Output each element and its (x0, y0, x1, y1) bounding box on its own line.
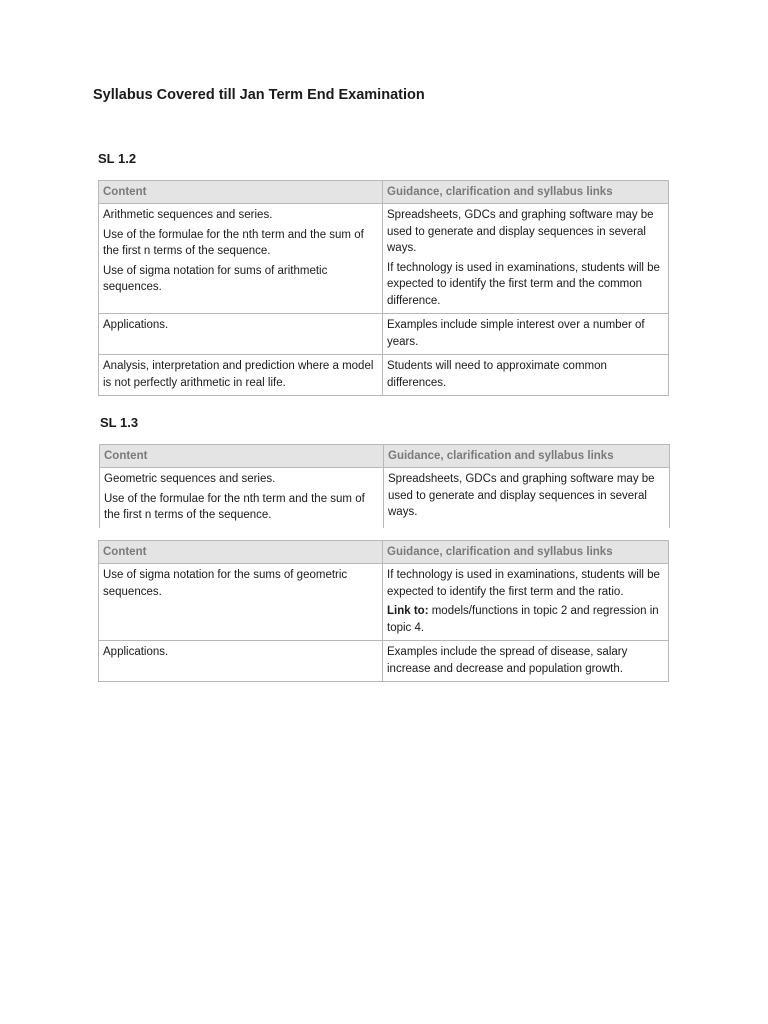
guidance-text: Spreadsheets, GDCs and graphing software may be used to generate and display sequences in several ways. (387, 209, 654, 254)
column-header-content: Content (100, 445, 384, 468)
guidance-link-text (387, 603, 664, 636)
table-row (99, 204, 669, 314)
content-text: Use of sigma notation for the sums of geometric sequences. (103, 569, 348, 598)
table-header-row (100, 445, 670, 468)
content-text: Analysis, interpretation and prediction where a model is not perfectly arithmetic in real life. (103, 360, 374, 389)
table-row (99, 314, 669, 355)
guidance-cell (383, 314, 669, 355)
link-label: Link to: (387, 605, 429, 617)
column-header-guidance: Guidance, clarification and syllabus links (384, 445, 670, 468)
guidance-text: Examples include simple interest over a number of years. (387, 319, 645, 348)
table-row (100, 468, 670, 528)
content-cell (99, 564, 383, 641)
content-text: Applications. (103, 319, 169, 331)
table-header-row (99, 181, 669, 204)
content-cell (99, 204, 383, 314)
guidance-text: Examples include the spread of disease, salary increase and decrease and population growth. (387, 646, 628, 675)
table-row (99, 564, 669, 641)
guidance-text: Spreadsheets, GDCs and graphing software may be used to generate and display sequences in several ways. (388, 473, 655, 518)
content-text: Geometric sequences and series. (104, 473, 276, 485)
link-text: models/functions in topic 2 and regression in topic 4. (387, 605, 659, 634)
content-text: Arithmetic sequences and series. (103, 209, 273, 221)
content-cell (99, 641, 383, 682)
content-text: Use of the formulae for the nth term and the sum of the first n terms of the sequence. (103, 228, 364, 257)
guidance-text: If technology is used in examinations, students will be expected to identify the first term and the common difference. (387, 261, 660, 307)
syllabus-table-sl-1-2 (98, 180, 669, 396)
column-header-content: Content (99, 181, 383, 204)
content-cell (100, 468, 384, 528)
guidance-text: If technology is used in examinations, students will be expected to identify the first term and the ratio. (387, 569, 660, 598)
table-row (99, 355, 669, 396)
column-header-guidance: Guidance, clarification and syllabus links (383, 181, 669, 204)
guidance-cell (383, 564, 669, 641)
content-text: Use of the formulae for the nth term and the sum of the first n terms of the sequence. (104, 492, 365, 521)
guidance-cell (383, 355, 669, 396)
guidance-cell (383, 204, 669, 314)
content-cell (99, 314, 383, 355)
column-header-guidance: Guidance, clarification and syllabus links (383, 541, 669, 564)
syllabus-table-sl-1-3 (99, 444, 670, 528)
guidance-text: Students will need to approximate common differences. (387, 360, 607, 389)
content-cell (99, 355, 383, 396)
guidance-cell (383, 641, 669, 682)
section-heading-sl-1-3: SL 1.3 (100, 415, 139, 430)
table-header-row (99, 541, 669, 564)
table-row (99, 641, 669, 682)
document-title: Syllabus Covered till Jan Term End Examination (93, 87, 425, 103)
content-text: Applications. (103, 646, 169, 658)
guidance-cell (384, 468, 670, 528)
content-text: Use of sigma notation for sums of arithmetic sequences. (103, 264, 328, 293)
syllabus-table-sl-1-3-continued (98, 540, 669, 682)
column-header-content: Content (99, 541, 383, 564)
section-heading-sl-1-2: SL 1.2 (98, 151, 137, 166)
